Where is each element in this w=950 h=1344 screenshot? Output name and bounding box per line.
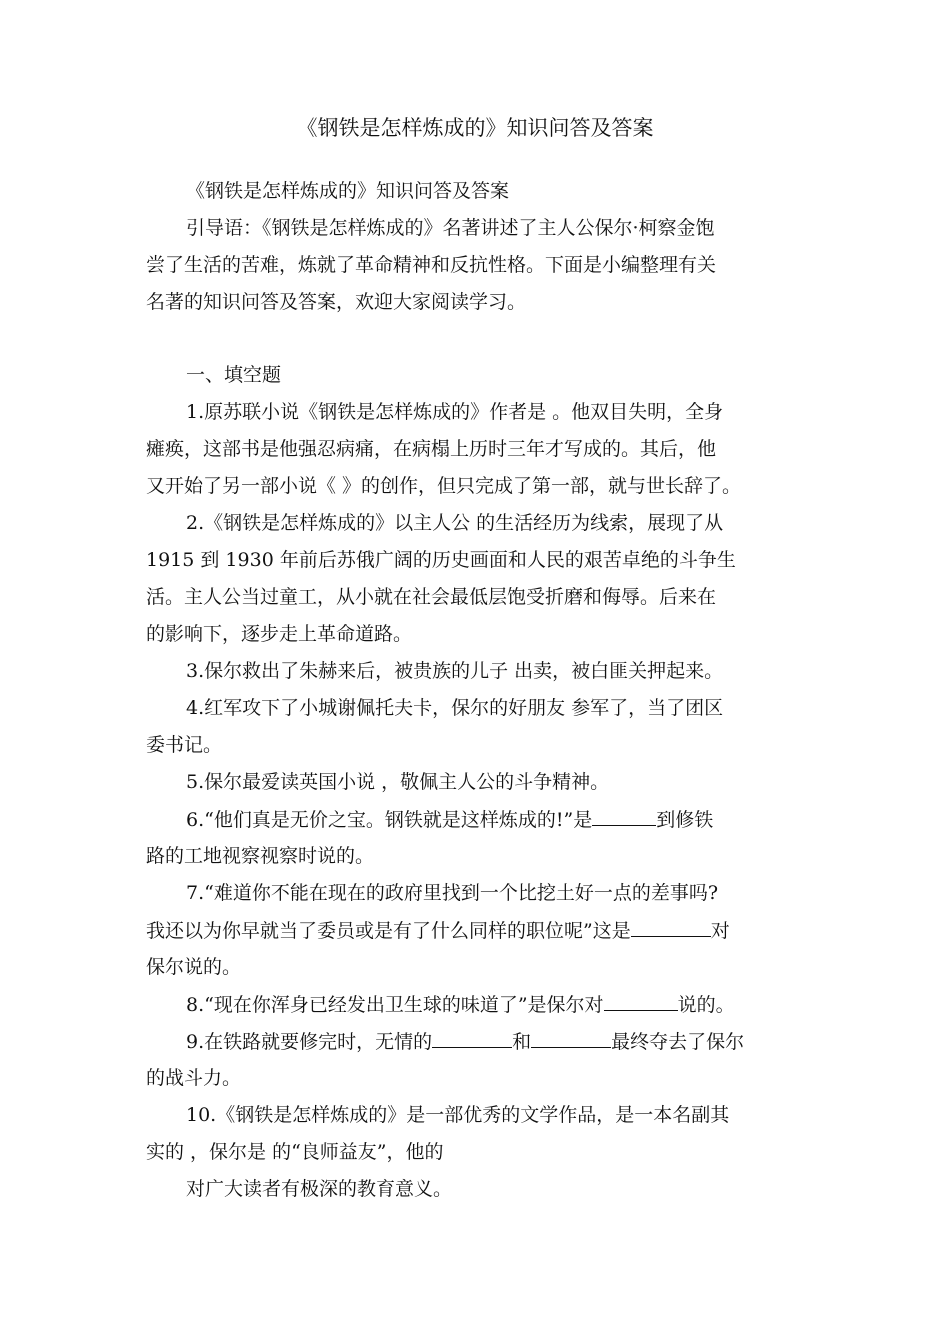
question-1-line-1: 1.原苏联小说《钢铁是怎样炼成的》作者是 。他双目失明，全身 (186, 401, 724, 423)
question-2-line-4: 的影响下，逐步走上革命道路。 (146, 623, 413, 645)
question-9-text-before: 9.在铁路就要修完时，无情的 (186, 1031, 433, 1053)
question-7-line-1: 7.“难道你不能在现在的政府里找到一个比挖土好一点的差事吗? (186, 882, 719, 904)
document-title: 《钢铁是怎样炼成的》知识问答及答案 (296, 116, 654, 140)
question-7-text-after: 对 (710, 920, 730, 942)
question-9-line-1 (186, 1027, 866, 1055)
question-5: 5.保尔最爱读英国小说 ，敬佩主人公的斗争精神。 (186, 771, 610, 793)
question-1-line-3: 又开始了另一部小说《 》的创作，但只完成了第一部，就与世长辞了。 (146, 475, 742, 497)
question-9-text-middle: 和 (512, 1031, 532, 1053)
question-2-line-3: 活。主人公当过童工，从小就在社会最低层饱受折磨和侮辱。后来在 (146, 586, 717, 608)
intro-line-2: 尝了生活的苦难，炼就了革命精神和反抗性格。下面是小编整理有关 (146, 254, 717, 276)
question-1-line-2: 瘫痪，这部书是他强忍病痛，在病榻上历时三年才写成的。其后，他 (146, 438, 717, 460)
question-2-line-1: 2.《钢铁是怎样炼成的》以主人公 的生活经历为线索，展现了从 (186, 512, 724, 534)
question-8-text-before: 8.“现在你浑身已经发出卫生球的味道了”是保尔对 (186, 994, 604, 1016)
answer-blank (604, 990, 678, 1011)
answer-blank (631, 916, 711, 937)
question-4-line-2: 委书记。 (146, 734, 223, 756)
question-10-line-2: 实的 ，保尔是 的“良师益友”，他的 (146, 1141, 444, 1163)
answer-blank (432, 1027, 512, 1048)
question-6-line-2: 路的工地视察视察时说的。 (146, 845, 375, 867)
answer-blank (592, 805, 656, 826)
question-8 (186, 990, 866, 1018)
subtitle: 《钢铁是怎样炼成的》知识问答及答案 (186, 180, 510, 202)
question-7-line-2 (146, 916, 826, 944)
answer-blank (531, 1027, 611, 1048)
question-7-text-before: 我还以为你早就当了委员或是有了什么同样的职位呢”这是 (146, 920, 631, 942)
question-6-text-before: 6.“他们真是无价之宝。钢铁就是这样炼成的!”是 (186, 809, 593, 831)
question-9-line-2: 的战斗力。 (146, 1067, 242, 1089)
question-10-line-1: 10.《钢铁是怎样炼成的》是一部优秀的文学作品，是一本名副其 (186, 1104, 730, 1126)
question-4-line-1: 4.红军攻下了小城谢佩托夫卡，保尔的好朋友 参军了，当了团区 (186, 697, 724, 719)
section-heading: 一、填空题 (186, 364, 282, 386)
question-6-line-1 (186, 805, 866, 833)
question-3: 3.保尔救出了朱赫来后，被贵族的儿子 出卖，被白匪关押起来。 (186, 660, 724, 682)
question-9-text-after: 最终夺去了保尔 (611, 1031, 745, 1053)
question-6-text-after: 到修铁 (656, 809, 714, 831)
question-7-line-3: 保尔说的。 (146, 956, 242, 978)
intro-line-3: 名著的知识问答及答案，欢迎大家阅读学习。 (146, 291, 527, 313)
question-8-text-after: 说的。 (677, 994, 735, 1016)
question-10-line-3: 对广大读者有极深的教育意义。 (186, 1178, 453, 1200)
intro-line-1: 引导语：《钢铁是怎样炼成的》名著讲述了主人公保尔·柯察金饱 (186, 217, 715, 239)
question-2-line-2: 1915 到 1930 年前后苏俄广阔的历史画面和人民的艰苦卓绝的斗争生 (146, 549, 736, 571)
